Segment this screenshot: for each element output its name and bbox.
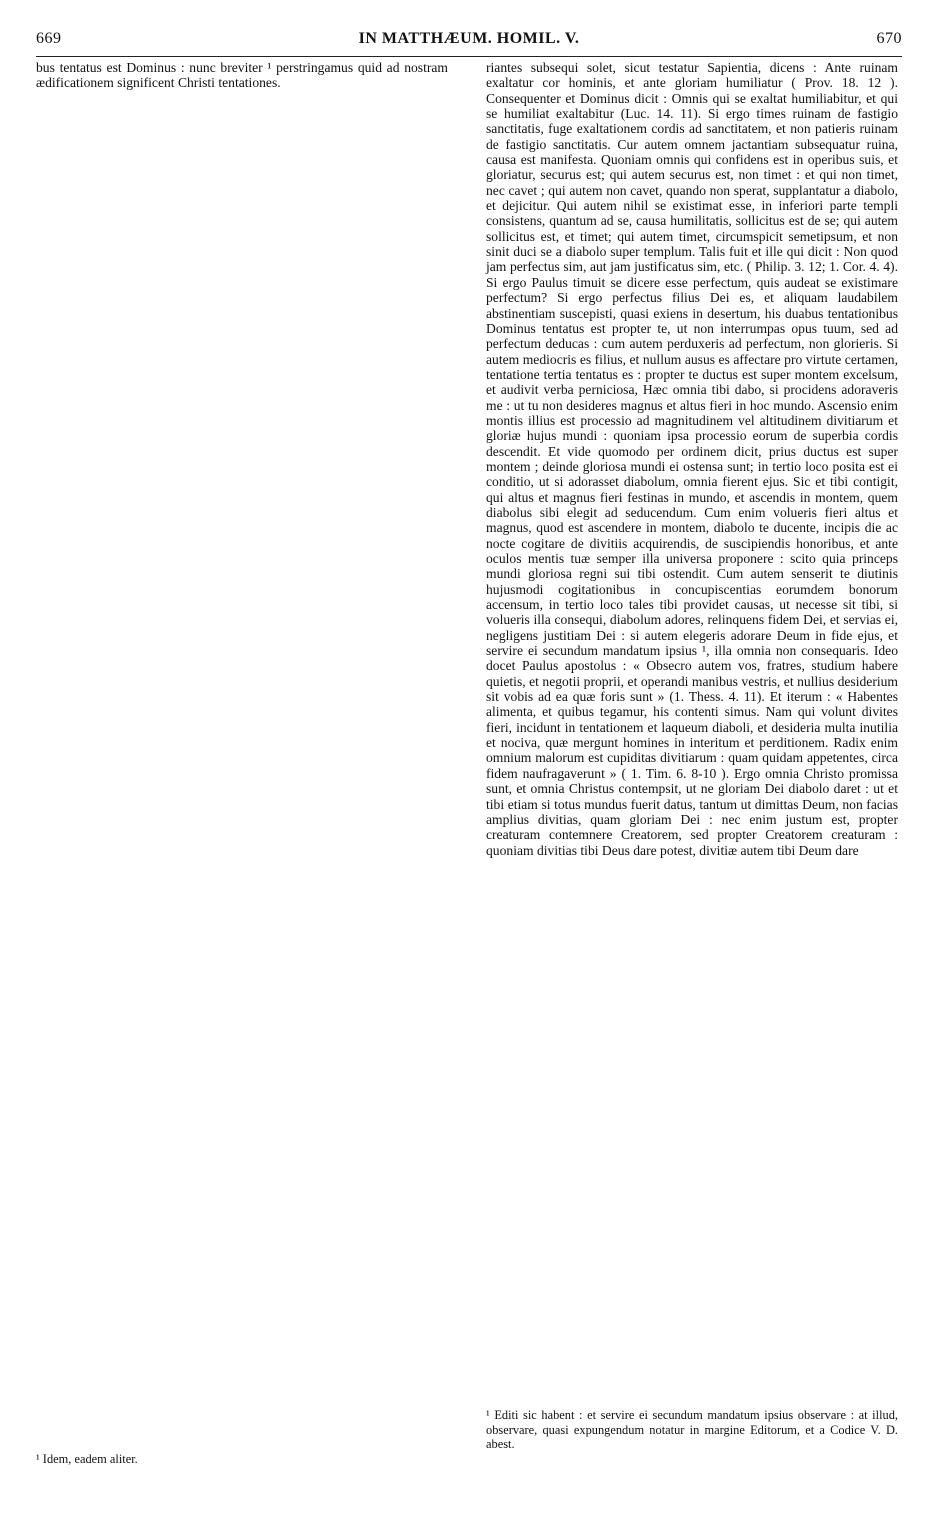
right-footnote-block — [486, 1408, 898, 1452]
page-number-left: 669 — [36, 30, 62, 47]
page-header — [36, 30, 902, 54]
page-number-right: 670 — [876, 30, 902, 47]
right-column — [486, 60, 898, 1451]
right-footnote: ¹ Editi sic habent : et servire ei secundum mandatum ipsius observare : at illud, observare, quasi expungendum notatur in margine Editorum, et a Codice V. D. abest. — [486, 1408, 898, 1451]
left-footnote: ¹ Idem, eadem aliter. — [36, 1452, 138, 1466]
left-paragraph-1: bus tentatus est Dominus : nunc breviter ¹ perstringamus quid ad nostram ædificationem significent Christi tentationes. — [36, 60, 448, 91]
right-paragraph-1: riantes subsequi solet, sicut testatur Sapientia, dicens : Ante ruinam exaltatur cor hominis, et ante gloriam humiliatur ( Prov. 18. 12 ). Consequenter et Dominus dicit : Omnis qui se exaltat humiliabitur, et qui se humiliat exaltabitur (Luc. 14. 11). Si ergo times ruinam de fastigio sanctitatis, fuge exaltationem cordis ad sanctitatem, et non patieris ruinam de fastigio sanctitatis. Cur autem omnem jactantiam subsequatur ruina, causa est manifesta. Quoniam omnis qui confidens est in operibus suis, et gloriatur, securus est; qui autem securus est, non timet : et qui non timet, nec cavet ; qui autem non cavet, quando non sperat, supplantatur a diabolo, et dejicitur. Qui autem nihil se existimat esse, in inferiori parte templi consistens, quantum ad se, causa humilitatis, sollicitus est de se; qui autem sollicitus est, et timet; qui autem timet, circumspicit semetipsum, et non sinit duci se a diabolo super templum. Talis fuit et ille qui dicit : Non quod jam perfectus sim, aut jam justificatus sim, etc. ( Philip. 3. 12; 1. Cor. 4. 4). Si ergo Paulus timuit se dicere esse perfectum, quis audeat se existimare perfectum? Si ergo perfectus filius Dei es, et aliquam laudabilem abstinentiam suscepisti, quasi exiens in desertum, his duabus tentationibus Dominus tentatus est propter te, ut non interrumpas opus tuum, sed ad perfectum deducas : cum autem perduxeris ad perfectum, non glorieris. Si autem mediocris es filius, et nullum ausus es affectare pro virtute certamen, tentatione tertia tentatus es : propter te ductus est super montem excelsum, et audivit verba perniciosa, Hæc omnia tibi dabo, si procidens adoraveris me : ut tu non desideres magnus et altus fieri in hoc mundo. Ascensio enim montis illius est processio ad magnitudinem vel altitudinem divitiarum et gloriæ hujus mundi : quoniam ipsa processio eorum de superbia cordis descendit. Et vide quomodo per ordinem dicit, prius ductus est super montem ; deinde gloriosa mundi ei ostensa sunt; in tertio loco posita est ei conditio, ut si adorasset diabolum, omnia fierent ejus. Sic et tibi contigit, qui altus et magnus fieri festinas in mundo, et ascendis in montem, quem diabolus sibi elegit ad seducendum. Cum enim volueris fieri altus et magnus, quod est ascendere in montem, diabolo te ducente, incipis die ac nocte cogitare de divitiis acquirendis, de suscipiendis honoribus, et ante oculos mentis tuæ semper illa universa proponere : scito quia princeps mundi gloriosa regni sui tibi ostendit. Cum autem senserit te diutinis hujusmodi cogitationibus in concupiscentias eorumdem bonorum accensum, in tertio loco tales tibi providet causas, ut necesse sit tibi, si volueris illa consequi, diabolum adores, relinquens fidem Dei, et servias ei, negligens justitiam Dei : si autem elegeris adorare Deum in fide ejus, et servire ei secundum mandatum ipsius ¹, illa omnia non consequaris. Ideo docet Paulus apostolus : « Obsecro autem vos, fratres, studium habere quietis, et negotii proprii, et operandi manibus vestris, et nullius desiderium sit vobis ad ea quæ foris sunt » (1. Thess. 4. 11). Et iterum : « Habentes alimenta, et quibus tegamur, his contenti simus. Nam qui volunt divites fieri, incidunt in tentationem et laqueum diaboli, et desideria multa inutilia et nociva, quæ mergunt homines in interitum et perditionem. Radix enim omnium malorum est cupiditas divitiarum : quam quidam appetentes, circa fidem naufragaverunt » ( 1. Tim. 6. 8-10 ). Ergo omnia Christo promissa sunt, et omnia Christus contempsit, ut ne gloriam Dei diabolo daret : ut et tibi etiam si totus mundus fuerit datus, tantum ut dimittas Deum, non facias amplius divitias, quam gloriam Dei : nec enim justum est, propter creaturam contemnere Creatorem, sed propter Creatorem creaturam : quoniam divitias tibi Deus dare potest, divitiæ autem tibi Deum dare — [486, 60, 898, 858]
header-rule — [36, 56, 902, 57]
left-column — [36, 60, 448, 1466]
left-footnote-block — [36, 1452, 448, 1467]
running-title: IN MATTHÆUM. HOMIL. V. — [358, 30, 580, 47]
